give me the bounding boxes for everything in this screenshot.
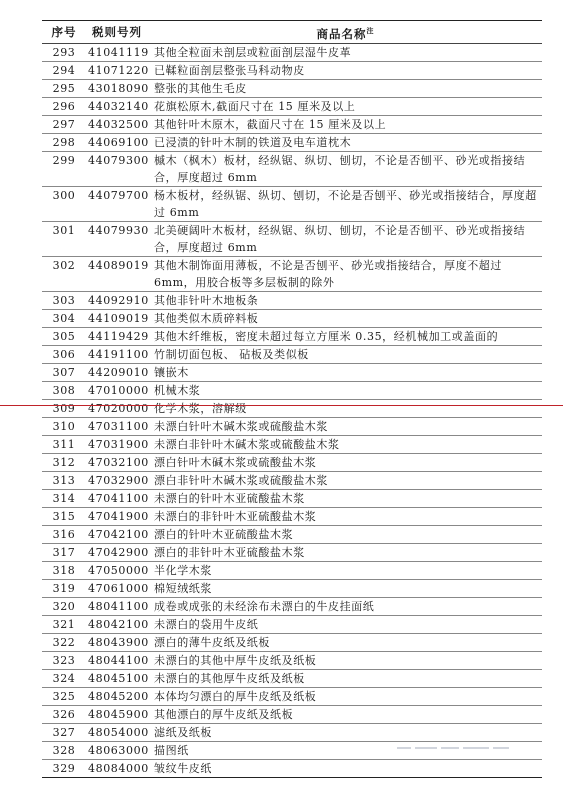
- row-tariff-code: 44109019: [86, 310, 148, 328]
- row-tariff-code: 44119429: [86, 328, 148, 346]
- row-product-name: 未漂白的袋用牛皮纸: [148, 616, 542, 634]
- row-tariff-code: 48084000: [86, 760, 148, 778]
- row-serial-number: 328: [42, 742, 86, 760]
- table-row: [42, 544, 542, 562]
- table-header-row: [42, 21, 542, 44]
- red-divider-line: [0, 405, 563, 406]
- row-tariff-code: 44069100: [86, 134, 148, 152]
- row-product-name: 漂白非针叶木碱木浆或硫酸盐木浆: [148, 472, 542, 490]
- tariff-table: [42, 20, 542, 778]
- table-row: [42, 80, 542, 98]
- row-tariff-code: 41041119: [86, 44, 148, 62]
- row-serial-number: 294: [42, 62, 86, 80]
- row-tariff-code: 47031900: [86, 436, 148, 454]
- row-tariff-code: 47020000: [86, 400, 148, 418]
- row-product-name: 其他非针叶木地板条: [148, 292, 542, 310]
- row-serial-number: 323: [42, 652, 86, 670]
- row-tariff-code: 44079700: [86, 187, 148, 222]
- row-product-name: 花旗松原木,截面尺寸在 15 厘米及以上: [148, 98, 542, 116]
- row-serial-number: 313: [42, 472, 86, 490]
- row-serial-number: 295: [42, 80, 86, 98]
- table-row: [42, 688, 542, 706]
- row-tariff-code: 47042900: [86, 544, 148, 562]
- row-product-name: 漂白的针叶木亚硫酸盐木浆: [148, 526, 542, 544]
- row-tariff-code: 41071220: [86, 62, 148, 80]
- header-tariff-code: 税则号列: [86, 21, 148, 44]
- table-row: [42, 562, 542, 580]
- row-serial-number: 325: [42, 688, 86, 706]
- table-row: [42, 760, 542, 778]
- table-row: [42, 418, 542, 436]
- row-serial-number: 300: [42, 187, 86, 222]
- table-row: [42, 328, 542, 346]
- row-tariff-code: 47041100: [86, 490, 148, 508]
- row-serial-number: 309: [42, 400, 86, 418]
- row-product-name: 漂白的非针叶木亚硫酸盐木浆: [148, 544, 542, 562]
- row-serial-number: 315: [42, 508, 86, 526]
- header-product-name: [148, 21, 542, 44]
- row-serial-number: 321: [42, 616, 86, 634]
- row-tariff-code: 47010000: [86, 382, 148, 400]
- table-row: [42, 670, 542, 688]
- row-tariff-code: 48063000: [86, 742, 148, 760]
- row-product-name: 成卷或成张的未经涂布未漂白的牛皮挂面纸: [148, 598, 542, 616]
- row-tariff-code: 47041900: [86, 508, 148, 526]
- table-row: [42, 472, 542, 490]
- table-row: [42, 257, 542, 292]
- row-serial-number: 314: [42, 490, 86, 508]
- table-row: [42, 310, 542, 328]
- row-tariff-code: 48042100: [86, 616, 148, 634]
- row-serial-number: 319: [42, 580, 86, 598]
- row-tariff-code: 48041100: [86, 598, 148, 616]
- row-serial-number: 303: [42, 292, 86, 310]
- table-row: [42, 152, 542, 187]
- table-row: [42, 222, 542, 257]
- row-serial-number: 320: [42, 598, 86, 616]
- row-product-name: 其他类似木质碎料板: [148, 310, 542, 328]
- header-note-mark: 注: [366, 25, 374, 35]
- row-tariff-code: 47050000: [86, 562, 148, 580]
- row-tariff-code: 47061000: [86, 580, 148, 598]
- faint-watermark: [397, 742, 515, 754]
- row-tariff-code: 47042100: [86, 526, 148, 544]
- row-tariff-code: 47032900: [86, 472, 148, 490]
- row-product-name: 整张的其他生毛皮: [148, 80, 542, 98]
- table-row: [42, 580, 542, 598]
- table-row: [42, 436, 542, 454]
- row-product-name: 杨木板材，经纵锯、纵切、刨切，不论是否刨平、砂光或指接结合，厚度超过 6mm: [148, 187, 542, 222]
- row-tariff-code: 44032140: [86, 98, 148, 116]
- row-serial-number: 310: [42, 418, 86, 436]
- table-row: [42, 382, 542, 400]
- row-tariff-code: 48044100: [86, 652, 148, 670]
- row-product-name: 其他全粒面未剖层或粒面剖层湿牛皮革: [148, 44, 542, 62]
- table-row: [42, 44, 542, 62]
- row-serial-number: 306: [42, 346, 86, 364]
- table-row: [42, 598, 542, 616]
- row-serial-number: 329: [42, 760, 86, 778]
- row-serial-number: 308: [42, 382, 86, 400]
- row-serial-number: 317: [42, 544, 86, 562]
- row-tariff-code: 47031100: [86, 418, 148, 436]
- header-product-name-label: 商品名称: [316, 26, 367, 41]
- row-product-name: 其他木制饰面用薄板，不论是否刨平、砂光或指接结合，厚度不超过 6mm，用胶合板等多层板制的除外: [148, 257, 542, 292]
- row-serial-number: 326: [42, 706, 86, 724]
- row-tariff-code: 44032500: [86, 116, 148, 134]
- table-row: [42, 634, 542, 652]
- header-serial-number: 序号: [42, 21, 86, 44]
- row-serial-number: 307: [42, 364, 86, 382]
- row-tariff-code: 48045200: [86, 688, 148, 706]
- row-tariff-code: 48054000: [86, 724, 148, 742]
- row-serial-number: 305: [42, 328, 86, 346]
- row-serial-number: 318: [42, 562, 86, 580]
- row-product-name: 未漂白的非针叶木亚硫酸盐木浆: [148, 508, 542, 526]
- row-serial-number: 298: [42, 134, 86, 152]
- row-product-name: 竹制切面包板、 砧板及类似板: [148, 346, 542, 364]
- row-product-name: 本体均匀漂白的厚牛皮纸及纸板: [148, 688, 542, 706]
- table-row: [42, 526, 542, 544]
- row-tariff-code: 47032100: [86, 454, 148, 472]
- table-row: [42, 364, 542, 382]
- row-tariff-code: 44209010: [86, 364, 148, 382]
- row-serial-number: 311: [42, 436, 86, 454]
- row-product-name: 其他木纤维板，密度未超过每立方厘米 0.35，经机械加工或盖面的: [148, 328, 542, 346]
- row-serial-number: 304: [42, 310, 86, 328]
- row-product-name: 漂白的薄牛皮纸及纸板: [148, 634, 542, 652]
- row-product-name: 皱纹牛皮纸: [148, 760, 542, 778]
- row-serial-number: 322: [42, 634, 86, 652]
- row-product-name: 漂白针叶木碱木浆或硫酸盐木浆: [148, 454, 542, 472]
- row-product-name: 描图纸: [148, 742, 542, 760]
- table-row: [42, 490, 542, 508]
- row-tariff-code: 44079930: [86, 222, 148, 257]
- table-body: [42, 44, 542, 778]
- row-tariff-code: 48043900: [86, 634, 148, 652]
- table-row: [42, 292, 542, 310]
- tariff-document: [42, 20, 542, 778]
- table-row: [42, 652, 542, 670]
- table-row: [42, 454, 542, 472]
- table-row: [42, 187, 542, 222]
- row-product-name: 棉短绒纸浆: [148, 580, 542, 598]
- row-product-name: 其他漂白的厚牛皮纸及纸板: [148, 706, 542, 724]
- table-row: [42, 616, 542, 634]
- table-row: [42, 134, 542, 152]
- row-tariff-code: 44079300: [86, 152, 148, 187]
- row-product-name: 镶嵌木: [148, 364, 542, 382]
- table-row: [42, 346, 542, 364]
- row-serial-number: 296: [42, 98, 86, 116]
- row-serial-number: 302: [42, 257, 86, 292]
- row-tariff-code: 44191100: [86, 346, 148, 364]
- row-product-name: 其他针叶木原木，截面尺寸在 15 厘米及以上: [148, 116, 542, 134]
- row-tariff-code: 48045900: [86, 706, 148, 724]
- row-tariff-code: 44092910: [86, 292, 148, 310]
- row-product-name: 化学木浆，溶解级: [148, 400, 542, 418]
- row-product-name: 未漂白的其他厚牛皮纸及纸板: [148, 670, 542, 688]
- row-tariff-code: 48045100: [86, 670, 148, 688]
- table-row: [42, 724, 542, 742]
- row-product-name: 槭木（枫木）板材，经纵锯、纵切、刨切，不论是否刨平、砂光或指接结合，厚度超过 6mm: [148, 152, 542, 187]
- row-serial-number: 316: [42, 526, 86, 544]
- table-row: [42, 706, 542, 724]
- row-product-name: 已鞣粒面剖层整张马科动物皮: [148, 62, 542, 80]
- table-row: [42, 62, 542, 80]
- row-product-name: 未漂白针叶木碱木浆或硫酸盐木浆: [148, 418, 542, 436]
- table-row: [42, 98, 542, 116]
- row-tariff-code: 43018090: [86, 80, 148, 98]
- row-product-name: 已浸渍的针叶木制的铁道及电车道枕木: [148, 134, 542, 152]
- table-row: [42, 116, 542, 134]
- row-serial-number: 324: [42, 670, 86, 688]
- row-product-name: 未漂白的针叶木亚硫酸盐木浆: [148, 490, 542, 508]
- row-serial-number: 293: [42, 44, 86, 62]
- row-product-name: 未漂白非针叶木碱木浆或硫酸盐木浆: [148, 436, 542, 454]
- row-serial-number: 301: [42, 222, 86, 257]
- row-serial-number: 312: [42, 454, 86, 472]
- table-row: [42, 508, 542, 526]
- table-row: [42, 400, 542, 418]
- row-serial-number: 327: [42, 724, 86, 742]
- row-product-name: 北美硬阔叶木板材，经纵锯、纵切、刨切，不论是否刨平、砂光或指接结合，厚度超过 6mm: [148, 222, 542, 257]
- row-serial-number: 299: [42, 152, 86, 187]
- row-product-name: 半化学木浆: [148, 562, 542, 580]
- row-product-name: 滤纸及纸板: [148, 724, 542, 742]
- row-tariff-code: 44089019: [86, 257, 148, 292]
- row-product-name: 未漂白的其他中厚牛皮纸及纸板: [148, 652, 542, 670]
- row-serial-number: 297: [42, 116, 86, 134]
- row-product-name: 机械木浆: [148, 382, 542, 400]
